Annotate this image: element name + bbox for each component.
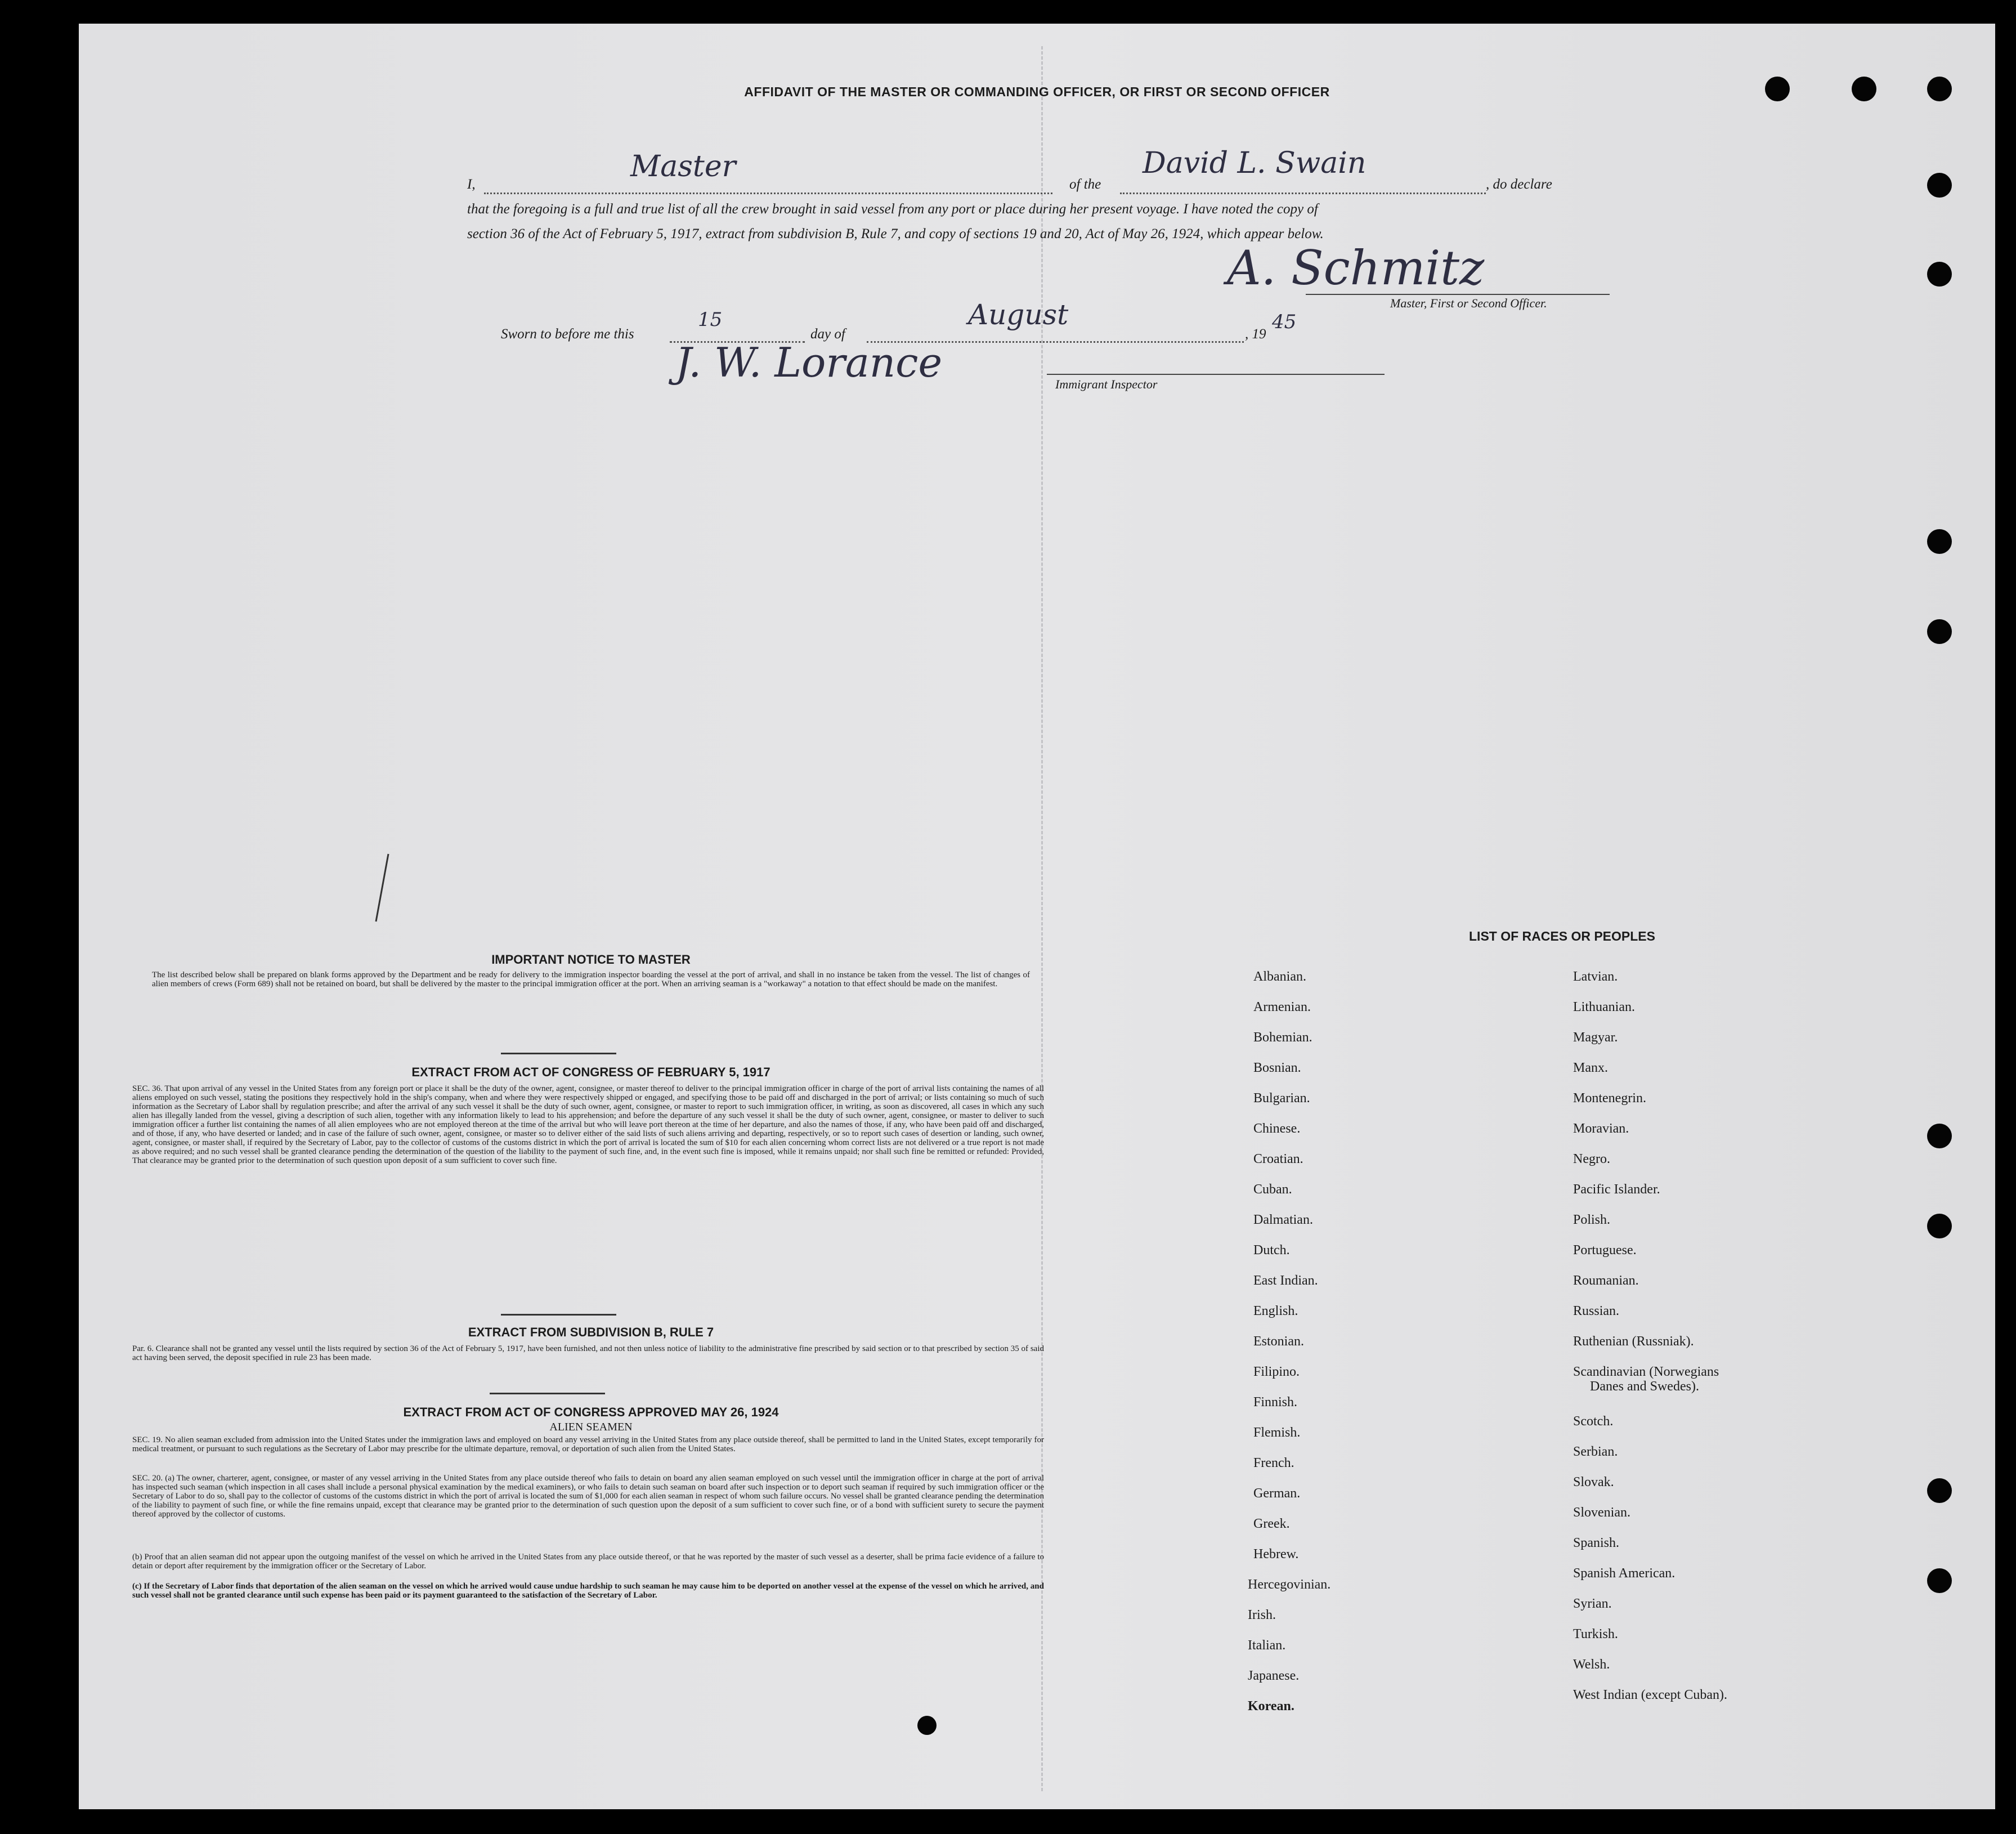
race-left-item: Albanian. (1253, 969, 1306, 984)
punch-hole (1927, 619, 1952, 644)
ink-blot (917, 1716, 937, 1735)
month-handwritten: August (968, 298, 1069, 331)
punch-hole (1927, 262, 1952, 287)
punch-hole (1927, 173, 1952, 198)
race-left-item: Armenian. (1253, 1000, 1311, 1014)
race-right-item: Moravian. (1573, 1121, 1629, 1136)
race-left-item: Hebrew. (1253, 1547, 1299, 1562)
race-right-item: Slovenian. (1573, 1505, 1630, 1520)
punch-hole (1765, 77, 1790, 101)
rank-handwritten: Master (630, 150, 736, 184)
race-right-item: Ruthenian (Russniak). (1573, 1334, 1694, 1349)
race-left-item: French. (1253, 1456, 1294, 1470)
race-right-item: Serbian. (1573, 1444, 1618, 1459)
year-handwritten: 45 (1272, 311, 1297, 333)
race-right-item: Portuguese. (1573, 1243, 1637, 1258)
day-handwritten: 15 (698, 308, 723, 331)
race-right-item: Negro. (1573, 1152, 1610, 1166)
race-left-item: Estonian. (1253, 1334, 1304, 1349)
extract-1924-title: EXTRACT FROM ACT OF CONGRESS APPROVED MAY 26, 1924 (403, 1405, 779, 1419)
sworn-label: Sworn to before me this (501, 326, 634, 342)
race-left-item: Bulgarian. (1253, 1091, 1310, 1106)
race-right-item: Scotch. (1573, 1414, 1614, 1429)
race-right-item: Welsh. (1573, 1657, 1610, 1672)
document-page (79, 24, 1995, 1809)
inspector-caption: Immigrant Inspector (1055, 377, 1158, 391)
master-signature-line (1306, 294, 1610, 295)
section-divider-3 (490, 1393, 605, 1394)
race-right-item: Danes and Swedes). (1590, 1379, 1699, 1394)
race-left-item: Filipino. (1253, 1365, 1300, 1379)
notice-title: IMPORTANT NOTICE TO MASTER (491, 952, 691, 967)
race-left-item: Japanese. (1248, 1669, 1300, 1683)
punch-hole (1927, 77, 1952, 101)
day-of-label: day of (810, 326, 845, 342)
affidavit-i: I, (467, 177, 476, 192)
section-divider-2 (501, 1314, 616, 1316)
inspector-signature: J. W. Lorance (675, 339, 943, 386)
race-right-item: Turkish. (1573, 1627, 1618, 1641)
race-right-item: Lithuanian. (1573, 1000, 1635, 1014)
rule7-body: Par. 6. Clearance shall not be granted any vessel until the lists required by section 36 of the Act of February 5, 1917, have been furnished, and not then unless notice of liability to the administrative fine prescribed by said section or to that prescribed by section 35 of said act having been served, the deposit specified in rule 23 has been made. (132, 1344, 1044, 1362)
race-left-item: Flemish. (1253, 1425, 1301, 1440)
affidavit-do-declare: , do declare (1486, 177, 1552, 192)
punch-hole (1927, 1568, 1952, 1593)
section-divider-1 (501, 1053, 616, 1054)
race-left-item: English. (1253, 1304, 1298, 1318)
race-left-item: Chinese. (1253, 1121, 1301, 1136)
vessel-dotted-line (1120, 193, 1486, 194)
race-right-item: Polish. (1573, 1213, 1611, 1227)
rank-dotted-line (484, 193, 1052, 194)
race-left-item: Finnish. (1253, 1395, 1298, 1410)
race-left-item: East Indian. (1253, 1273, 1318, 1288)
affidavit-line-2: that the foregoing is a full and true list of all the crew brought in said vessel from any port or place during her present voyage. I have noted the copy of (467, 202, 1318, 217)
race-right-item: Syrian. (1573, 1596, 1612, 1611)
race-right-item: Slovak. (1573, 1475, 1614, 1489)
race-right-item: Spanish. (1573, 1536, 1620, 1550)
year-prefix: , 19 (1245, 326, 1266, 342)
race-left-item: Cuban. (1253, 1182, 1292, 1197)
extract-1917-body: SEC. 36. That upon arrival of any vessel in the United States from any foreign port or place it shall be the duty of the owner, agent, consignee, or master thereof to deliver to the principal immigration officer in charge of the port of arrival lists containing the names of all aliens employed on such vessel, stating the positions they respectively hold in the ship's company, when and where they were respectively shipped or engaged, and specifying those to be paid off and discharged in the port of arrival; or lists containing so much of such information as the Secretary of Labor shall by regulation prescribe; and after the arrival of any such vessel it shall be the duty of such owner, agent, consignee, or master to report to such immigration officer, in writing, as soon as discovered, all cases in which any such alien has illegally landed from the vessel, giving a description of such alien, together with any information likely to lead to his apprehension; and before the departure of any such vessel it shall be the duty of such owner, agent, consignee, or master to deliver to such immigration officer a further list containing the names of all alien employees who are not employed thereon at the time of the arrival but who will leave port thereon at the time of her departure, and also the names of those, if any, who have been paid off and discharged, and of those, if any, who have deserted or landed; and in case of the failure of such owner, agent, consignee, or master so to deliver either of the said lists of such aliens arriving and departing, respectively, or so to report such cases of desertion or landing, such owner, agent, consignee, or master shall, if required by the Secretary of Labor, pay to the collector of customs of the customs district in which the port of arrival is located the sum of $10 for each alien concerning whom correct lists are not delivered or a true report is not made as above required; and no such vessel shall be granted clearance pending the determination of the question of the liability to the payment of such fine, and, in the event such fine is imposed, while it remains unpaid; nor shall such fine be remitted or refunded: Provided, That clearance may be granted prior to the determination of such question upon deposit of a sum sufficient to cover such fine. (132, 1084, 1044, 1165)
race-left-item: Bosnian. (1253, 1061, 1301, 1075)
affidavit-of-the: of the (1069, 177, 1101, 192)
extract-1917-title: EXTRACT FROM ACT OF CONGRESS OF FEBRUARY 5, 1917 (411, 1065, 770, 1079)
extract-1924-sec19: SEC. 19. No alien seaman excluded from admission into the United States under the immigration laws and employed on board any vessel arriving in the United States from any place outside thereof, shall be permitted to land in the United States, except temporarily for medical treatment, or pursuant to such regulations as the Secretary of Labor may prescribe for the ultimate departure, removal, or deportation of such alien from the United States. (132, 1435, 1044, 1453)
race-right-item: Russian. (1573, 1304, 1620, 1318)
races-title: LIST OF RACES OR PEOPLES (1469, 929, 1655, 943)
affidavit-title: AFFIDAVIT OF THE MASTER OR COMMANDING OFFICER, OR FIRST OR SECOND OFFICER (744, 84, 1330, 99)
race-left-item: Dutch. (1253, 1243, 1290, 1258)
master-caption: Master, First or Second Officer. (1390, 296, 1547, 310)
race-right-item: Montenegrin. (1573, 1091, 1646, 1106)
extract-1924-sec20b: (b) Proof that an alien seaman did not appear upon the outgoing manifest of the vessel on which he arrived in the United States from any place outside thereof, or that he was reported by the master of such vessel as a deserter, shall be prima facie evidence of a failure to detain or deport after requirement by the immigration officer or the Secretary of Labor. (132, 1553, 1044, 1571)
race-right-item: Spanish American. (1573, 1566, 1675, 1581)
race-left-item: Irish. (1248, 1608, 1276, 1622)
rule7-title: EXTRACT FROM SUBDIVISION B, RULE 7 (468, 1325, 714, 1339)
extract-1924-sec20c: (c) If the Secretary of Labor finds that deportation of the alien seaman on the vessel on which he arrived would cause undue hardship to such seaman he may cause him to be deported on another vessel at the expense of the vessel on which he arrived, and such vessel shall not be granted clearance until such expense has been paid or its payment guaranteed to the satisfaction of the Secretary of Labor. (132, 1582, 1044, 1600)
race-left-item: Korean. (1248, 1699, 1294, 1714)
race-left-item: Bohemian. (1253, 1030, 1312, 1045)
affidavit-line-3: section 36 of the Act of February 5, 1917, extract from subdivision B, Rule 7, and copy of sections 19 and 20, Act of May 26, 1924, which appear below. (467, 226, 1324, 241)
race-left-item: Greek. (1253, 1517, 1290, 1531)
race-left-item: German. (1253, 1486, 1301, 1501)
race-right-item: West Indian (except Cuban). (1573, 1688, 1727, 1702)
vessel-handwritten: David L. Swain (1143, 146, 1367, 180)
punch-hole (1927, 1124, 1952, 1148)
master-signature: A. Schmitz (1227, 240, 1485, 296)
race-right-item: Magyar. (1573, 1030, 1618, 1045)
extract-1924-sec20a: SEC. 20. (a) The owner, charterer, agent, consignee, or master of any vessel arriving in the United States from any place outside thereof who fails to detain on board any alien seaman employed on such vessel until the immigration officer in charge at the port of arrival has inspected such seaman (which inspection in all cases shall include a personal physical examination by the medical examiners), or who fails to detain such seaman on board after such inspection or to deport such seaman if required by such immigration officer or the Secretary of Labor to do so, shall pay to the collector of customs of the customs district in which the port of arrival is located the sum of $1,000 for each alien seaman in respect of whom such failure occurs. No vessel shall be granted clearance pending the determination of the liability to payment of such fine, or while the fine remains unpaid, except that clearance may be granted prior to the determination of such question upon the deposit of a sum sufficient to cover such fine, or of a bond with sufficient surety to secure the payment thereof approved by the collector of customs. (132, 1474, 1044, 1519)
notice-body: The list described below shall be prepared on blank forms approved by the Department and be ready for delivery to the immigration inspector boarding the vessel at the port of arrival, and shall in no instance be taken from the vessel. The list of changes of alien members of crews (Form 689) shall not be retained on board, but shall be delivered by the master to the principal immigration officer at the port. When an arriving seaman is a "workaway" a notation to that effect should be made on the manifest. (152, 970, 1030, 988)
inspector-signature-line (1047, 374, 1385, 375)
race-right-item: Roumanian. (1573, 1273, 1639, 1288)
extract-1924-subtitle: ALIEN SEAMEN (549, 1421, 633, 1433)
race-right-item: Latvian. (1573, 969, 1618, 984)
race-left-item: Croatian. (1253, 1152, 1303, 1166)
pen-mark (371, 851, 394, 924)
race-left-item: Italian. (1248, 1638, 1286, 1653)
race-right-item: Pacific Islander. (1573, 1182, 1660, 1197)
punch-hole (1927, 1214, 1952, 1238)
punch-hole (1852, 77, 1876, 101)
punch-hole (1927, 1478, 1952, 1503)
punch-hole (1927, 529, 1952, 554)
race-left-item: Dalmatian. (1253, 1213, 1313, 1227)
race-right-item: Scandinavian (Norwegians (1573, 1365, 1719, 1379)
race-right-item: Manx. (1573, 1061, 1608, 1075)
race-left-item: Hercegovinian. (1248, 1577, 1331, 1592)
